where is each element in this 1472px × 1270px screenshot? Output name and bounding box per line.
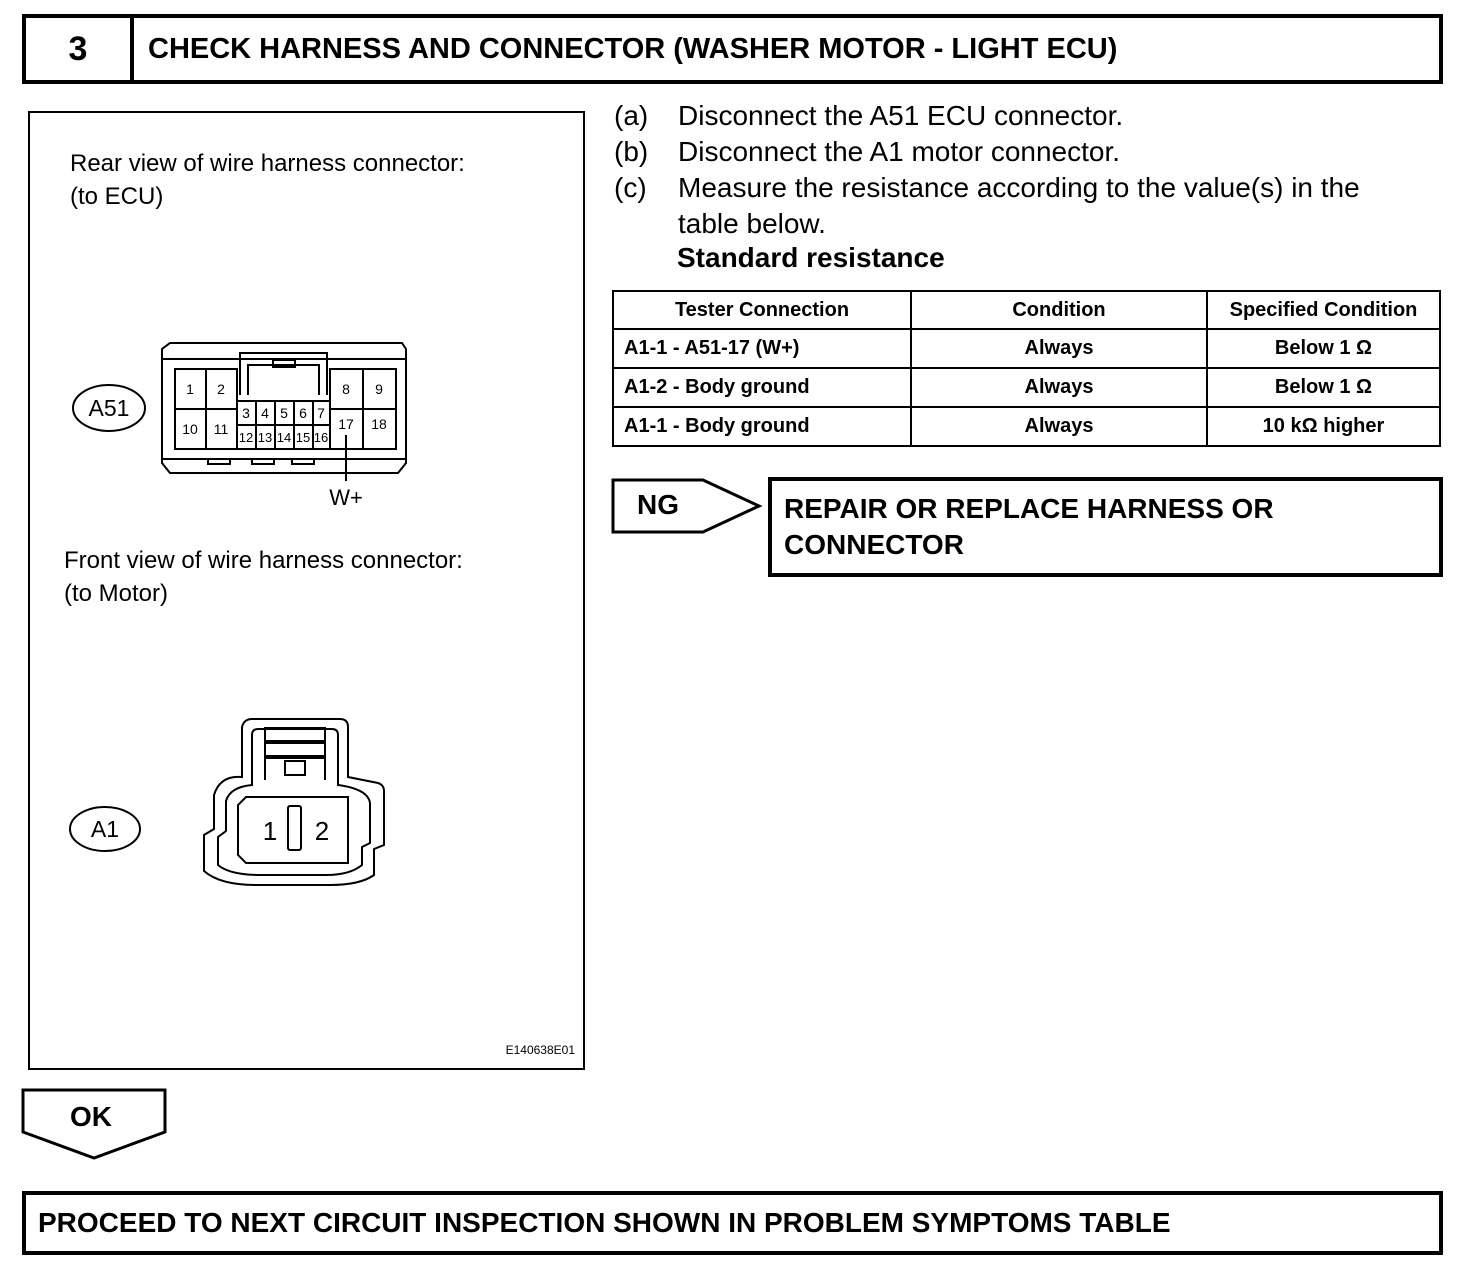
a1-connector-label xyxy=(70,807,140,851)
ng-result-box xyxy=(768,477,1443,577)
svg-text:8: 8 xyxy=(342,381,350,397)
step-text: Disconnect the A51 ECU connector. xyxy=(678,100,1124,131)
standard-resistance-table xyxy=(612,290,1441,447)
table-cell: A1-2 - Body ground xyxy=(613,368,911,407)
svg-text:1: 1 xyxy=(186,381,194,397)
motor-caption-line2: (to Motor) xyxy=(64,580,169,607)
svg-text:2: 2 xyxy=(314,816,330,846)
step-number: 3 xyxy=(26,18,134,80)
svg-text:2: 2 xyxy=(217,381,225,397)
svg-text:10: 10 xyxy=(182,421,198,437)
a1-pin-numbers xyxy=(263,816,329,846)
table-cell: Always xyxy=(911,329,1207,368)
step-title: CHECK HARNESS AND CONNECTOR (WASHER MOTOR - LIGHT ECU) xyxy=(148,33,1118,65)
svg-text:7: 7 xyxy=(317,405,325,421)
table-row xyxy=(613,329,1440,368)
step-a xyxy=(614,98,1434,134)
ecu-caption-line2: (to ECU) xyxy=(70,183,164,210)
step-letter: (b) xyxy=(614,136,649,167)
table-cell: 10 kΩ higher xyxy=(1207,407,1440,446)
svg-text:12: 12 xyxy=(238,430,254,445)
ng-result-line2: CONNECTOR xyxy=(784,529,964,560)
svg-text:A1: A1 xyxy=(90,816,120,842)
step-header xyxy=(22,14,1443,84)
step-text-continued: table below. xyxy=(678,208,826,239)
ecu-caption-line1: Rear view of wire harness connector: xyxy=(70,150,465,177)
step-c xyxy=(614,170,1434,242)
svg-text:4: 4 xyxy=(261,405,269,421)
ng-label: NG xyxy=(637,489,679,520)
svg-text:14: 14 xyxy=(276,430,292,445)
step-letter: (c) xyxy=(614,172,647,203)
standard-resistance-label: Standard resistance xyxy=(677,242,945,273)
a51-pin-numbers xyxy=(182,381,387,445)
step-letter: (a) xyxy=(614,100,649,131)
figure-code: E140638E01 xyxy=(505,1043,575,1057)
svg-text:3: 3 xyxy=(242,405,250,421)
svg-text:5: 5 xyxy=(280,405,288,421)
table-cell: Always xyxy=(911,368,1207,407)
svg-text:18: 18 xyxy=(371,416,387,432)
connector-illustration-panel xyxy=(28,111,585,1070)
table-cell: A1-1 - Body ground xyxy=(613,407,911,446)
ng-result-line1: REPAIR OR REPLACE HARNESS OR xyxy=(784,493,1274,524)
svg-text:1: 1 xyxy=(262,816,278,846)
a1-connector xyxy=(204,719,384,885)
table-cell: A1-1 - A51-17 (W+) xyxy=(613,329,911,368)
svg-text:6: 6 xyxy=(299,405,307,421)
svg-text:11: 11 xyxy=(213,421,229,437)
a51-connector-label xyxy=(73,385,145,431)
svg-text:13: 13 xyxy=(257,430,273,445)
svg-text:9: 9 xyxy=(375,381,383,397)
svg-text:15: 15 xyxy=(295,430,311,445)
table-row xyxy=(613,407,1440,446)
svg-text:17: 17 xyxy=(338,416,354,432)
column-header: Specified Condition xyxy=(1207,291,1440,329)
motor-caption-line1: Front view of wire harness connector: xyxy=(64,547,463,574)
table-header-row xyxy=(613,291,1440,329)
ng-arrow-icon xyxy=(611,478,763,538)
table-row xyxy=(613,368,1440,407)
ok-label: OK xyxy=(70,1101,112,1132)
table-cell: Below 1 Ω xyxy=(1207,368,1440,407)
step-text: Measure the resistance according to the value(s) in the xyxy=(678,172,1360,203)
ok-result-box: PROCEED TO NEXT CIRCUIT INSPECTION SHOWN IN PROBLEM SYMPTOMS TABLE xyxy=(22,1191,1443,1255)
table-cell: Always xyxy=(911,407,1207,446)
svg-text:16: 16 xyxy=(313,430,329,445)
column-header: Tester Connection xyxy=(613,291,911,329)
step-b xyxy=(614,134,1434,170)
w-plus-label: W+ xyxy=(329,485,363,510)
svg-text:A51: A51 xyxy=(88,395,130,421)
step-text: Disconnect the A1 motor connector. xyxy=(678,136,1121,167)
table-cell: Below 1 Ω xyxy=(1207,329,1440,368)
column-header: Condition xyxy=(911,291,1207,329)
